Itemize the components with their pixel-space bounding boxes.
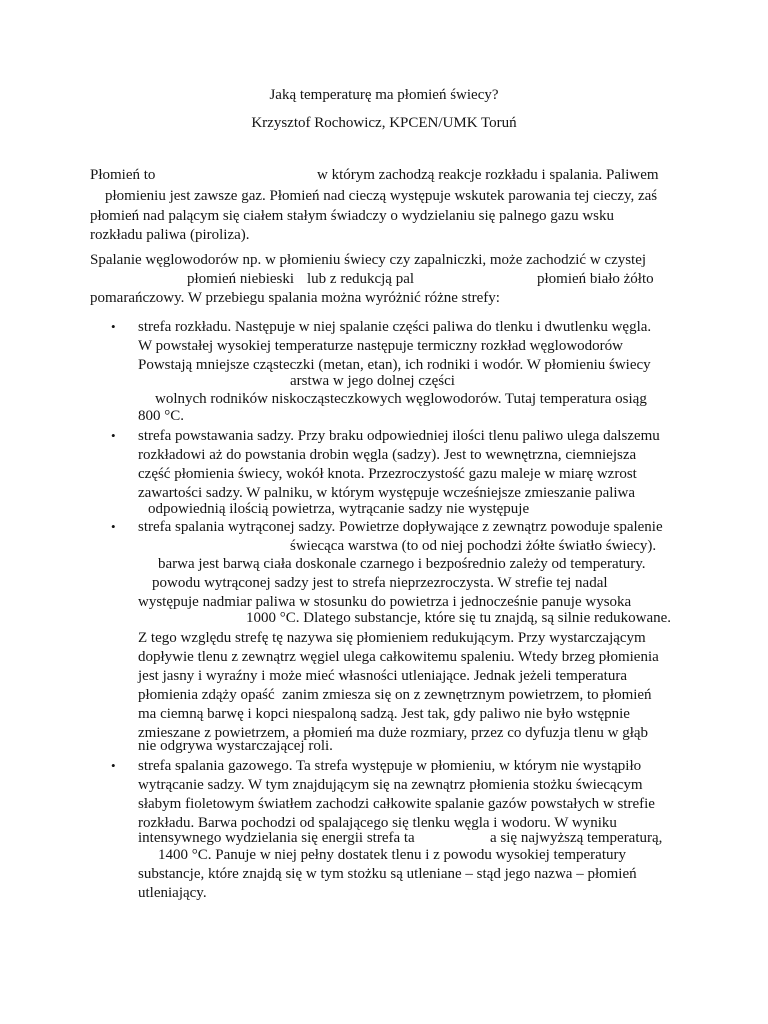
bullet-4-line: słabym fioletowym światłem zachodzi całkowite spalanie gazów powstałych w strefie [138,796,655,812]
bullet-3-line: zmieszane z powietrzem, a płomień ma duże rozmiary, przez co dyfuzja tlenu w głąb [138,725,649,741]
bullet-4-line: wytrącanie sadzy. W tym znajdującym się na zewnątrz płomienia stożku świecącym [138,777,643,793]
bullet-3-line: występuje nadmiar paliwa w stosunku do powietrza i jednocześnie panuje wysoka [138,594,632,610]
paragraph-1-line: w którym zachodzą reakcje rozkładu i spalania. Paliwem [317,167,659,183]
bullet-2-line: zawartości sadzy. W palniku, w którym występuje wcześniejsze zmieszanie paliwa [138,485,636,501]
paragraph-2-line: Spalanie węglowodorów np. w płomieniu świecy czy zapalniczki, może zachodzić w czystej [90,252,647,268]
bullet-3-line: płomienia zdąży opaść zanim zmiesza się on z zewnętrznym powietrzem, to płomień [138,687,652,703]
bullet-3-line: świecąca warstwa (to od niej pochodzi żółte światło świecy). [290,538,657,554]
bullet-1-line: strefa rozkładu. Następuje w niej spalanie części paliwa do tlenku i dwutlenku węgla. [138,319,652,335]
bullet-marker: • [111,519,116,534]
paragraph-2-line: płomień niebieski [187,271,295,287]
paragraph-1-line: płomieniu jest zawsze gaz. Płomień nad cieczą występuje wskutek parowania tej cieczy, zaś [105,188,658,204]
bullet-3-line: dopływie tlenu z zewnątrz węgiel ulega całkowitemu spaleniu. Wtedy brzeg płomienia [138,649,659,665]
bullet-3-line: 1000 °C. Dlatego substancje, które się tu znajdą, są silnie redukowane. [246,610,672,626]
paragraph-1-line: rozkładu paliwa (piroliza). [90,227,250,243]
bullet-4-line: a się najwyższą temperaturą, [490,830,663,846]
document-title: Jaką temperaturę ma płomień świecy? [269,87,499,103]
bullet-3-line: powodu wytrąconej sadzy jest to strefa nieprzezroczysta. W strefie tej nadal [152,575,608,591]
bullet-3-line: Z tego względu strefę tę nazywa się płomieniem redukującym. Przy wystarczającym [138,630,646,646]
bullet-4-line: intensywnego wydzielania się energii strefa ta [138,830,415,846]
bullet-4-line: rozkładu. Barwa pochodzi od spalającego się tlenku węgla i wodoru. W wyniku [138,815,617,831]
bullet-3-line: barwa jest barwą ciała doskonale czarnego i bezpośrednio zależy od temperatury. [158,556,646,572]
bullet-3-line: jest jasny i wyraźny i może mieć własności utleniające. Jednak jeżeli temperatura [138,668,627,684]
bullet-1-line: Powstają mniejsze cząsteczki (metan, etan), ich rodniki i wodór. W płomieniu świecy [138,357,651,373]
paragraph-2-line: pomarańczowy. W przebiegu spalania można wyróżnić różne strefy: [90,290,500,306]
bullet-2-line: odpowiednią ilością powietrza, wytrącanie sadzy nie występuje [148,501,530,517]
bullet-4-line: 1400 °C. Panuje w niej pełny dostatek tlenu i z powodu wysokiej temperatury [158,847,626,863]
bullet-2-line: strefa powstawania sadzy. Przy braku odpowiedniej ilości tlenu paliwo ulega dalszemu [138,428,660,444]
bullet-marker: • [111,319,116,334]
paragraph-2-line: płomień biało żółto [537,271,654,287]
paragraph-1-line: płomień nad palącym się ciałem stałym świadczy o wydzielaniu się palnego gazu wsku [90,208,615,224]
bullet-4-line: utleniający. [138,885,207,901]
bullet-marker: • [111,428,116,443]
bullet-1-line: 800 °C. [138,408,185,424]
bullet-1-line: arstwa w jego dolnej części [290,373,455,389]
document-author: Krzysztof Rochowicz, KPCEN/UMK Toruń [251,115,517,131]
bullet-2-line: rozkładowi aż do powstania drobin węgla (sadzy). Jest to wewnętrzna, ciemniejsza [138,447,637,463]
bullet-4-line: substancje, które znajdą się w tym stożku są utleniane – stąd jego nazwa – płomień [138,866,637,882]
bullet-3-line: strefa spalania wytrąconej sadzy. Powietrze dopływające z zewnątrz powoduje spalenie [138,519,663,535]
bullet-1-line: W powstałej wysokiej temperaturze następuje termiczny rozkład węglowodorów [138,338,623,354]
bullet-4-line: strefa spalania gazowego. Ta strefa występuje w płomieniu, w którym nie wystąpiło [138,758,642,774]
bullet-marker: • [111,758,116,773]
paragraph-1-line: Płomień to [90,167,156,183]
bullet-3-line: ma ciemną barwę i kopci niespaloną sadzą. Jest tak, gdy paliwo nie było wstępnie [138,706,630,722]
bullet-3-line: nie odgrywa wystarczającej roli. [138,738,333,754]
bullet-2-line: część płomienia świecy, wokół knota. Przezroczystość gazu maleje w miarę wzrost [138,466,637,482]
paragraph-2-line: lub z redukcją pal [307,271,415,287]
bullet-1-line: wolnych rodników niskocząsteczkowych węglowodorów. Tutaj temperatura osiąg [155,391,647,407]
